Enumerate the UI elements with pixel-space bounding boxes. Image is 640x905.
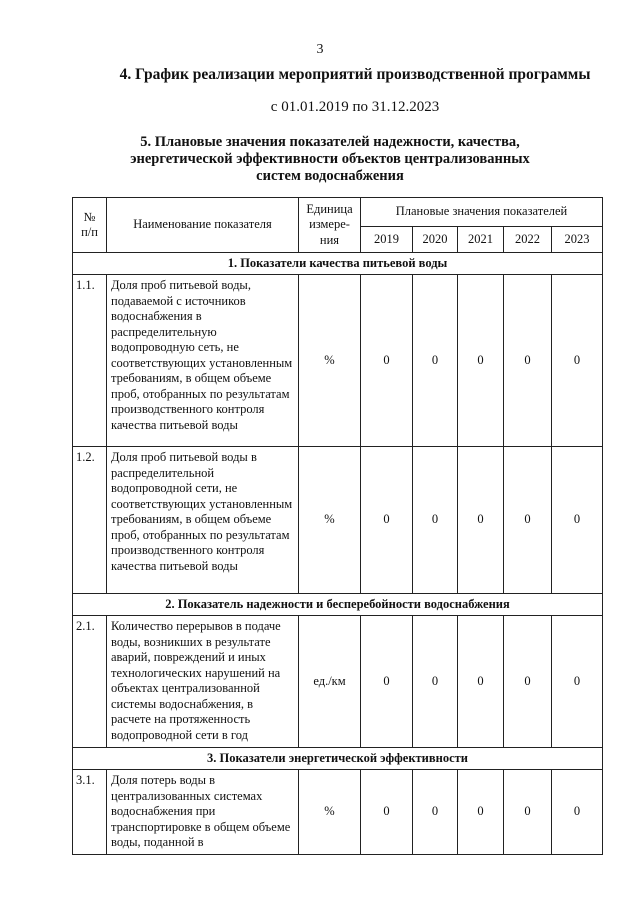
section-title: 2. Показатель надежности и бесперебойности водоснабжения xyxy=(73,594,603,616)
row-num: 3.1. xyxy=(73,770,107,855)
row-value: 0 xyxy=(361,770,413,855)
row-value: 0 xyxy=(504,770,552,855)
section-4-heading: 4. График реализации мероприятий производственной программы xyxy=(119,66,591,83)
table-row xyxy=(73,275,603,447)
header-year: 2022 xyxy=(504,227,552,253)
section-row xyxy=(73,594,603,616)
header-year: 2020 xyxy=(413,227,458,253)
header-unit-line: Единица xyxy=(306,201,353,216)
page-number: 3 xyxy=(316,42,324,57)
section-5-heading-line: энергетической эффективности объектов централизованных xyxy=(130,151,530,167)
row-unit: % xyxy=(299,447,361,594)
row-value: 0 xyxy=(413,447,458,594)
row-unit: ед./км xyxy=(299,616,361,748)
row-num: 2.1. xyxy=(73,616,107,748)
row-num: 1.1. xyxy=(73,275,107,447)
row-value: 0 xyxy=(552,447,603,594)
row-num: 1.2. xyxy=(73,447,107,594)
row-unit: % xyxy=(299,275,361,447)
header-year: 2023 xyxy=(552,227,603,253)
section-row xyxy=(73,253,603,275)
row-unit: % xyxy=(299,770,361,855)
header-num xyxy=(73,198,107,253)
row-name: Доля проб питьевой воды, подаваемой с источников водоснабжения в распределительную водопроводную сеть, не соответствующих установленным требованиям, в общем объеме проб, отобранных по результатам производственного контроля качества питьевой воды xyxy=(107,275,299,447)
header-name: Наименование показателя xyxy=(107,198,299,253)
row-value: 0 xyxy=(552,616,603,748)
header-year: 2019 xyxy=(361,227,413,253)
header-year: 2021 xyxy=(458,227,504,253)
row-value: 0 xyxy=(361,275,413,447)
table-row xyxy=(73,447,603,594)
row-name: Доля проб питьевой воды в распределительной водопроводной сети, не соответствующих установленным требованиям, в общем объеме проб, отобранных по результатам производственного контроля качества питьевой воды xyxy=(107,447,299,594)
row-value: 0 xyxy=(458,770,504,855)
header-num-line: № xyxy=(83,209,96,224)
row-value: 0 xyxy=(458,275,504,447)
row-value: 0 xyxy=(361,447,413,594)
table-row xyxy=(73,770,603,855)
section-row xyxy=(73,748,603,770)
section-5-heading-line: систем водоснабжения xyxy=(256,168,404,184)
header-unit-line: измере- xyxy=(309,217,350,232)
row-value: 0 xyxy=(552,275,603,447)
section-5-heading-line: 5. Плановые значения показателей надежности, качества, xyxy=(140,134,520,150)
table-row xyxy=(73,616,603,748)
header-num-line: п/п xyxy=(81,225,98,239)
header-plan: Плановые значения показателей xyxy=(361,198,603,227)
indicators-table xyxy=(72,197,603,855)
row-value: 0 xyxy=(361,616,413,748)
row-value: 0 xyxy=(413,616,458,748)
row-value: 0 xyxy=(413,770,458,855)
section-5-heading xyxy=(100,134,560,185)
row-value: 0 xyxy=(504,447,552,594)
row-name: Количество перерывов в подаче воды, возникших в результате аварий, повреждений и иных технологических нарушений на объектах централизованной системы водоснабжения, в расчете на протяженность водопроводной сети в год xyxy=(107,616,299,748)
header-unit-line: ния xyxy=(319,232,340,247)
row-value: 0 xyxy=(413,275,458,447)
row-value: 0 xyxy=(504,616,552,748)
section-title: 1. Показатели качества питьевой воды xyxy=(73,253,603,275)
row-value: 0 xyxy=(458,616,504,748)
row-value: 0 xyxy=(504,275,552,447)
section-title: 3. Показатели энергетической эффективности xyxy=(73,748,603,770)
row-value: 0 xyxy=(552,770,603,855)
row-value: 0 xyxy=(458,447,504,594)
header-unit xyxy=(299,198,361,253)
row-name: Доля потерь воды в централизованных системах водоснабжения при транспортировке в общем объеме воды, поданной в xyxy=(107,770,299,855)
period-text: с 01.01.2019 по 31.12.2023 xyxy=(270,99,440,115)
